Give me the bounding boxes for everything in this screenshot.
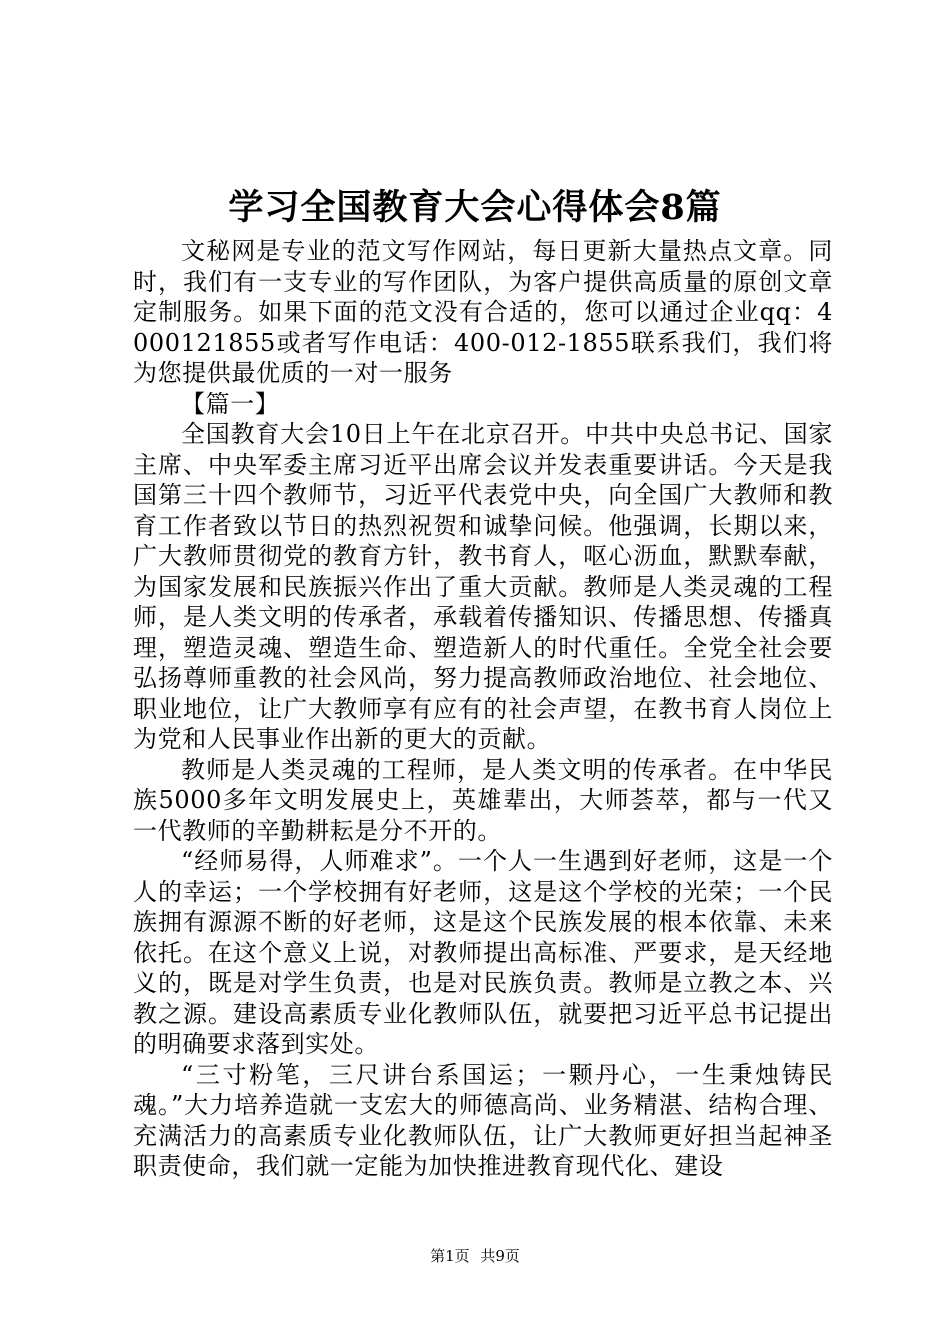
body-paragraph: 全国教育大会10日上午在北京召开。中共中央总书记、国家主席、中央军委主席习近平出席会议并发表重要讲话。今天是我国第三十四个教师节，习近平代表党中央，向全国广大教师和教育工作者致以节日的热烈祝贺和诚挚问候。他强调，长期以来，广大教师贯彻党的教育方针，教书育人，呕心沥血，默默奉献，为国家发展和民族振兴作出了重大贡献。教师是人类灵魂的工程师，是人类文明的传承者，承载着传播知识、传播思想、传播真理，塑造灵魂、塑造生命、塑造新人的时代重任。全党全社会要弘扬尊师重教的社会风尚，努力提高教师政治地位、社会地位、职业地位，让广大教师享有应有的社会声望，在教书育人岗位上为党和人民事业作出新的更大的贡献。 xyxy=(133,420,833,753)
total-page-count: 共9页 xyxy=(480,1247,520,1265)
section-heading: 【篇一】 xyxy=(181,389,280,418)
body-paragraph: “经师易得，人师难求”。一个人一生遇到好老师，这是一个人的幸运；一个学校拥有好老师，这是这个学校的光荣；一个民族拥有源源不断的好老师，这是这个民族发展的根本依靠、未来依托。在这个意义上说，对教师提出高标准、严要求，是天经地义的，既是对学生负责，也是对民族负责。教师是立教之本、兴教之源。建设高素质专业化教师队伍，就要把习近平总书记提出的明确要求落到实处。 xyxy=(133,847,833,1058)
current-page-number: 第1页 xyxy=(430,1247,470,1265)
intro-paragraph: 文秘网是专业的范文写作网站，每日更新大量热点文章。同时，我们有一支专业的写作团队，为客户提供高质量的原创文章定制服务。如果下面的范文没有合适的，您可以通过企业qq：4000121855或者写作电话：400-012-1855联系我们，我们将为您提供最优质的一对一服务 xyxy=(133,237,833,387)
document-title: 学习全国教育大会心得体会8篇 xyxy=(228,187,722,228)
body-paragraph: “三寸粉笔，三尺讲台系国运；一颗丹心，一生秉烛铸民魂。”大力培养造就一支宏大的师德高尚、业务精湛、结构合理、充满活力的高素质专业化教师队伍，让广大教师更好担当起神圣职责使命，我们就一定能为加快推进教育现代化、建设 xyxy=(133,1060,833,1180)
page-footer xyxy=(0,1246,950,1266)
document-body xyxy=(133,236,833,1182)
body-paragraph: 教师是人类灵魂的工程师，是人类文明的传承者。在中华民族5000多年文明发展史上，英雄辈出，大师荟萃，都与一代又一代教师的辛勤耕耘是分不开的。 xyxy=(133,755,833,845)
